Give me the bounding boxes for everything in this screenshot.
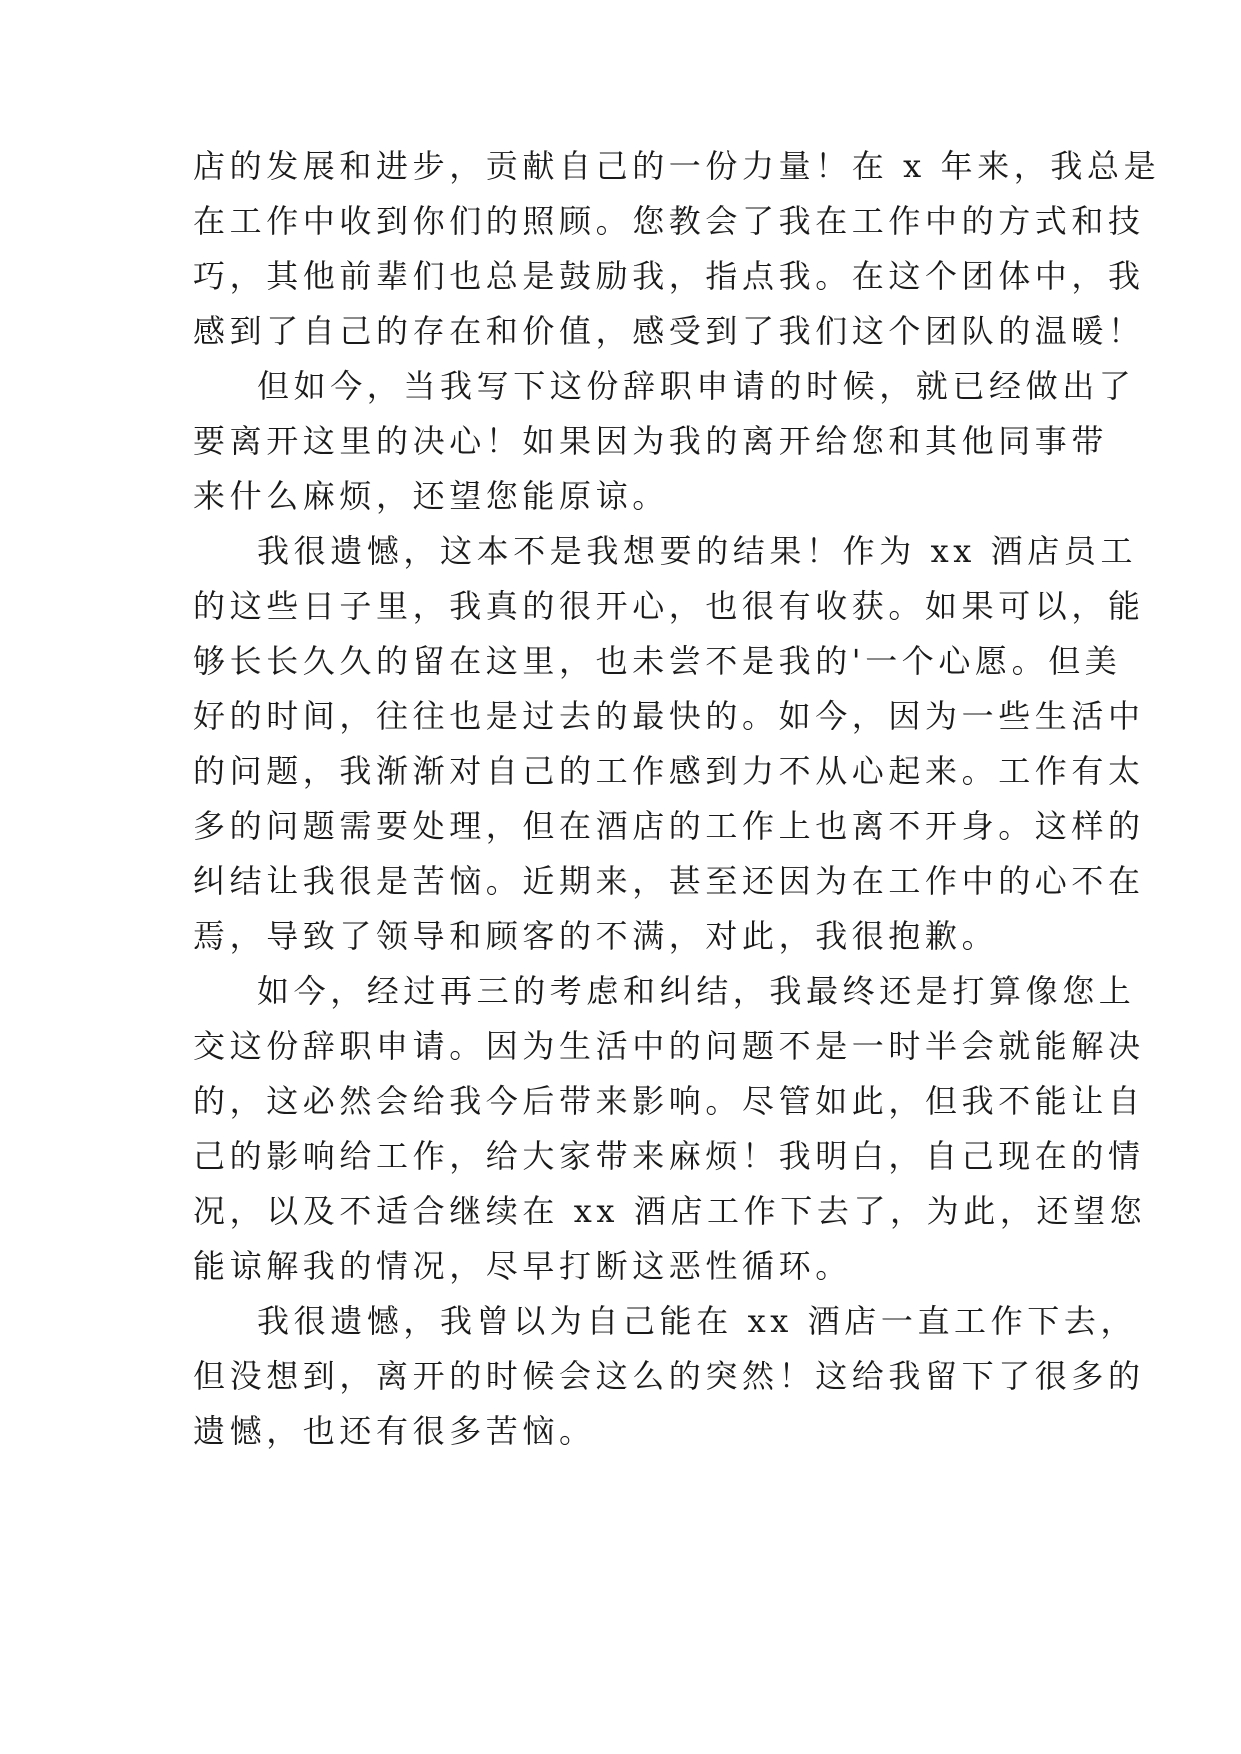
text-line: 多的问题需要处理，但在酒店的工作上也离不开身。这样的 xyxy=(193,807,1145,845)
text-line: 的，这必然会给我今后带来影响。尽管如此，但我不能让自 xyxy=(193,1082,1145,1120)
paragraph-first-line: 我很遗憾，我曾以为自己能在 xx 酒店一直工作下去， xyxy=(257,1302,1138,1340)
text-line: 纠结让我很是苦恼。近期来，甚至还因为在工作中的心不在 xyxy=(193,862,1145,900)
text-line: 的这些日子里，我真的很开心，也很有收获。如果可以，能 xyxy=(193,587,1145,625)
text-line: 要离开这里的决心！如果因为我的离开给您和其他同事带 xyxy=(193,422,1109,460)
text-line: 的问题，我渐渐对自己的工作感到力不从心起来。工作有太 xyxy=(193,752,1145,790)
text-line: 好的时间，往往也是过去的最快的。如今，因为一些生活中 xyxy=(193,697,1145,735)
text-line: 巧，其他前辈们也总是鼓励我，指点我。在这个团体中，我 xyxy=(193,257,1145,295)
text-line: 焉，导致了领导和顾客的不满，对此，我很抱歉。 xyxy=(193,917,999,955)
paragraph-first-line: 如今，经过再三的考虑和纠结，我最终还是打算像您上 xyxy=(257,972,1136,1010)
text-line: 能谅解我的情况，尽早打断这恶性循环。 xyxy=(193,1247,852,1285)
text-line: 交这份辞职申请。因为生活中的问题不是一时半会就能解决 xyxy=(193,1027,1145,1065)
text-line: 况，以及不适合继续在 xx 酒店工作下去了，为此，还望您 xyxy=(193,1192,1147,1230)
text-line: 感到了自己的存在和价值，感受到了我们这个团队的温暖！ xyxy=(193,312,1145,350)
text-line: 遗憾，也还有很多苦恼。 xyxy=(193,1412,596,1450)
text-line: 来什么麻烦，还望您能原谅。 xyxy=(193,477,669,515)
paragraph-first-line: 但如今，当我写下这份辞职申请的时候，就已经做出了 xyxy=(257,367,1136,405)
text-line: 够长长久久的留在这里，也未尝不是我的'一个心愿。但美 xyxy=(193,642,1122,680)
text-line: 但没想到，离开的时候会这么的突然！这给我留下了很多的 xyxy=(193,1357,1145,1395)
text-line: 在工作中收到你们的照顾。您教会了我在工作中的方式和技 xyxy=(193,202,1145,240)
paragraph-first-line: 我很遗憾，这本不是我想要的结果！作为 xx 酒店员工 xyxy=(257,532,1138,570)
text-line: 己的影响给工作，给大家带来麻烦！我明白，自己现在的情 xyxy=(193,1137,1145,1175)
text-line: 店的发展和进步，贡献自己的一份力量！在 x 年来，我总是 xyxy=(193,147,1161,185)
